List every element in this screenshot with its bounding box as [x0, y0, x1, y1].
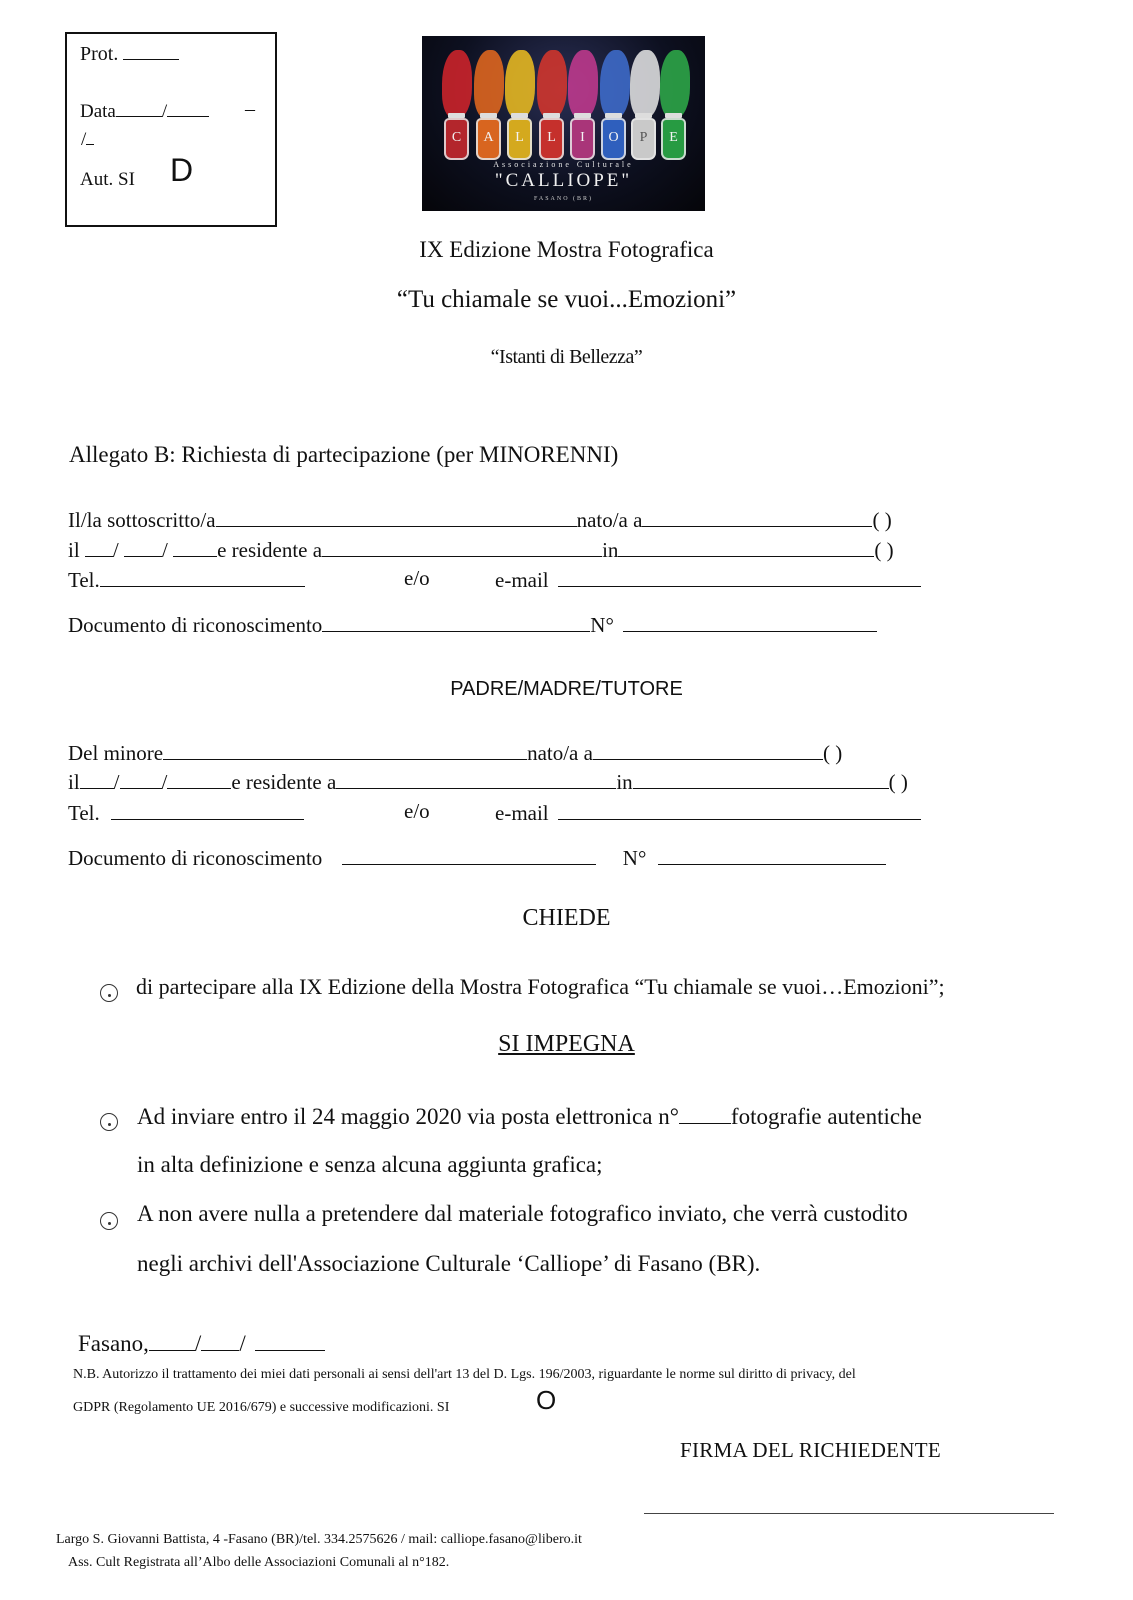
parent-email-field[interactable] [558, 566, 921, 587]
privacy-consent-mark[interactable]: O [536, 1385, 557, 1415]
and-or-label: e/o [404, 799, 430, 823]
data-slash-2: / [81, 129, 87, 151]
on-label: il [68, 769, 80, 794]
signature-label: FIRMA DEL RICHIEDENTE [680, 1438, 942, 1462]
event-title: “Tu chiamale se vuoi...Emozioni” [396, 286, 737, 313]
privacy-notice-line-2: GDPR (Regolamento UE 2016/679) e successive modificazioni. SI [73, 1400, 450, 1415]
data-dash: – [245, 98, 255, 120]
in-label: in [616, 769, 633, 794]
minor-tel-row [68, 799, 304, 826]
minor-name-row [68, 739, 842, 766]
minor-birth-month-field[interactable] [120, 768, 162, 789]
requests-heading: CHIEDE [522, 905, 611, 931]
jar-icon: E [661, 118, 686, 160]
email-label: e-mail [495, 567, 549, 592]
parent-residence-field[interactable] [322, 536, 602, 557]
parent-doc-number-field[interactable] [623, 611, 877, 632]
slash: / [239, 1330, 246, 1356]
photo-count-field[interactable] [679, 1101, 731, 1124]
parent-birth-row [68, 536, 894, 563]
slash: / [161, 769, 168, 794]
calliope-logo [422, 36, 705, 211]
data-day-blank[interactable] [116, 98, 162, 117]
data-label: Data [80, 101, 116, 123]
data-slash: / [161, 101, 168, 123]
paint-splash-icon [505, 50, 535, 118]
minor-email-row [495, 799, 921, 826]
minor-birth-day-field[interactable] [80, 768, 114, 789]
privacy-notice-line-1: N.B. Autorizzo il trattamento dei miei dati personali ai sensi dell'art 13 del D. Lgs. 196/2003, riguardante le norme sul diritto di privacy, del [73, 1367, 856, 1382]
commitment-material-text: A non avere nulla a pretendere dal materiale fotografico inviato, che verrà custodito [137, 1201, 908, 1226]
tel-label: Tel. [68, 567, 100, 592]
commitment-photos-text: Ad inviare entro il 24 maggio 2020 via posta elettronica n° [137, 1103, 679, 1129]
province-paren: ( ) [822, 740, 843, 765]
paint-splash-icon [442, 50, 472, 118]
province-paren: ( ) [874, 537, 894, 562]
data-month-blank[interactable] [167, 98, 209, 117]
born-in-label: nato/a a [576, 507, 643, 532]
parent-email-row [495, 566, 921, 593]
minor-doc-field[interactable] [342, 844, 596, 865]
logo-name: "CALLIOPE" [494, 170, 633, 191]
minor-name-field[interactable] [163, 739, 527, 760]
footer-registration: Ass. Cult Registrata all’Albo delle Associazioni Comunali al n°182. [68, 1555, 450, 1570]
parent-birth-month-field[interactable] [124, 536, 162, 557]
parent-tel-row [68, 566, 305, 593]
aut-checkbox-mark[interactable]: D [170, 152, 194, 188]
jar-icon: I [570, 118, 595, 160]
paint-splash-icon [660, 50, 690, 118]
event-subtitle: “Istanti di Bellezza” [490, 346, 643, 368]
resident-in-label: e residente a [231, 769, 337, 794]
minor-residence-region-field[interactable] [633, 768, 889, 789]
number-label: N° [622, 845, 647, 870]
data-year-blank[interactable] [86, 126, 94, 145]
minor-doc-row [68, 844, 886, 871]
and-or-label: e/o [404, 566, 430, 590]
commitment-material-radio[interactable] [100, 1212, 118, 1230]
paint-splash-icon [568, 50, 598, 118]
data-field [80, 98, 209, 123]
paint-splash-icon [537, 50, 567, 118]
jar-icon: P [631, 118, 656, 160]
paint-splash-icon [474, 50, 504, 118]
logo-subtitle: Associazione Culturale [493, 160, 634, 169]
slash: / [162, 537, 168, 562]
minor-birth-row [68, 768, 908, 795]
logo-place: FASANO (BR) [533, 196, 594, 202]
prot-field [80, 40, 179, 66]
tel-label: Tel. [68, 800, 100, 825]
jar-icon: L [507, 118, 532, 160]
parent-birth-day-field[interactable] [85, 536, 113, 557]
minor-residence-field[interactable] [336, 768, 616, 789]
commitment-photos-row [137, 1101, 922, 1130]
prot-blank[interactable] [123, 40, 179, 60]
footer-address: Largo S. Giovanni Battista, 4 -Fasano (BR)/tel. 334.2575626 / mail: calliope.fasano@libero.it [56, 1532, 582, 1547]
minor-birthplace-field[interactable] [593, 739, 823, 760]
edition-title: IX Edizione Mostra Fotografica [419, 237, 714, 262]
parent-tel-field[interactable] [100, 566, 305, 587]
aut-field [80, 169, 135, 191]
participation-text: di partecipare alla IX Edizione della Mostra Fotografica “Tu chiamale se vuoi…Emozioni”; [136, 974, 945, 999]
undersigned-label: Il/la sottoscritto/a [68, 507, 216, 532]
commitment-photos-text-2: fotografie autentiche [730, 1103, 922, 1129]
commitment-material-text-2: negli archivi dell'Associazione Culturale ‘Calliope’ di Fasano (BR). [137, 1251, 761, 1276]
place-date-row [78, 1328, 325, 1357]
jar-icon: A [476, 118, 501, 160]
minor-doc-number-field[interactable] [658, 844, 886, 865]
slash: / [112, 537, 119, 562]
role-caption: PADRE/MADRE/TUTORE [450, 678, 683, 700]
minor-tel-field[interactable] [111, 799, 304, 820]
paint-splash-icon [600, 50, 630, 118]
parent-doc-field[interactable] [322, 611, 590, 632]
id-doc-label: Documento di riconoscimento [68, 612, 323, 637]
province-paren: ( ) [872, 507, 892, 532]
prot-label: Prot. [80, 43, 119, 65]
in-label: in [602, 537, 619, 562]
place-label: Fasano, [78, 1330, 149, 1356]
commitment-photos-text-3: in alta definizione e senza alcuna aggiunta grafica; [137, 1152, 603, 1177]
slash: / [113, 769, 120, 794]
parent-doc-row [68, 611, 877, 638]
slash: / [194, 1330, 202, 1356]
parent-name-row [68, 506, 892, 533]
commitment-photos-radio[interactable] [100, 1113, 118, 1131]
sign-month-field[interactable] [201, 1328, 239, 1351]
paint-splash-icon [630, 50, 660, 118]
minor-email-field[interactable] [558, 799, 921, 820]
parent-birth-year-field[interactable] [173, 536, 217, 557]
parent-name-field[interactable] [216, 506, 577, 527]
commitments-heading: SI IMPEGNA [498, 1031, 635, 1057]
resident-in-label: e residente a [217, 537, 323, 562]
jar-icon: C [444, 118, 469, 160]
of-minor-label: Del minore [68, 740, 164, 765]
parent-residence-region-field[interactable] [618, 536, 874, 557]
aut-label: Aut. SI [80, 169, 135, 190]
province-paren: ( ) [888, 769, 908, 794]
protocol-box [65, 32, 277, 227]
parent-birthplace-field[interactable] [642, 506, 872, 527]
jar-icon: O [601, 118, 626, 160]
signature-line[interactable] [644, 1513, 1054, 1514]
sign-year-field[interactable] [255, 1328, 325, 1351]
id-doc-label: Documento di riconoscimento [68, 845, 323, 870]
minor-birth-year-field[interactable] [167, 768, 231, 789]
email-label: e-mail [495, 800, 549, 825]
participation-radio[interactable] [100, 984, 118, 1002]
born-in-label: nato/a a [527, 740, 593, 765]
number-label: N° [590, 612, 614, 637]
jar-icon: L [539, 118, 564, 160]
attachment-title: Allegato B: Richiesta di partecipazione (per MINORENNI) [69, 442, 619, 467]
sign-day-field[interactable] [149, 1328, 195, 1351]
data-year-field [81, 126, 94, 151]
on-label: il [68, 537, 80, 562]
